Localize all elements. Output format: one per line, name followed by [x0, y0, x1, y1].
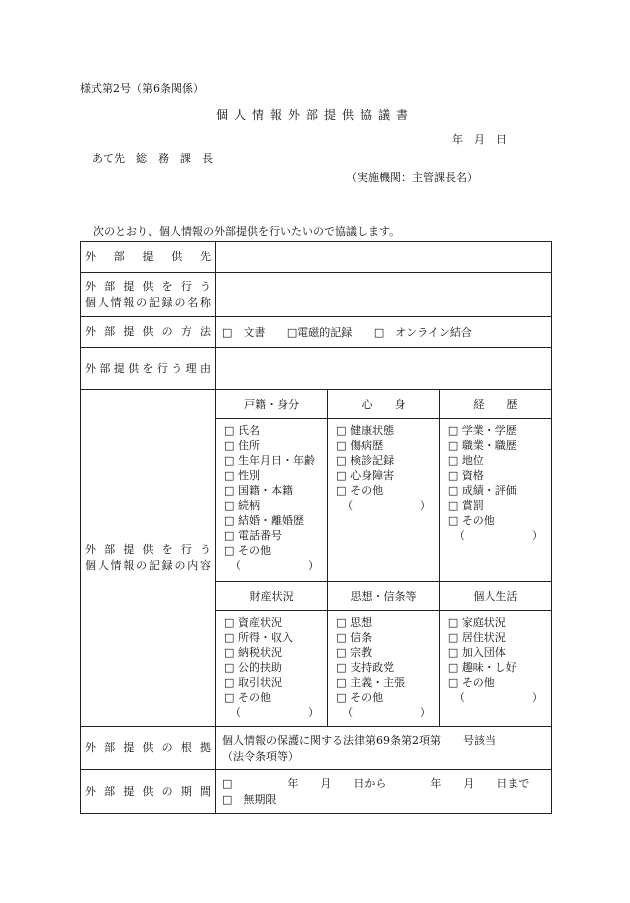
- period-field: [216, 770, 552, 814]
- content-label-line2: 個人情報の記録の内容: [85, 559, 211, 572]
- checkbox-item[interactable]: [224, 423, 327, 438]
- checkbox-item[interactable]: [336, 468, 439, 483]
- record-name-label-line2: 個人情報の記録の名称: [85, 295, 211, 309]
- checkbox-item[interactable]: [336, 645, 439, 660]
- checkbox-label: その他: [350, 691, 384, 704]
- addressee: あて先 総 務 課 長: [92, 152, 213, 165]
- checkbox-icon[interactable]: □: [224, 514, 235, 527]
- other-details-field[interactable]: [448, 528, 551, 543]
- row-recipient: [81, 242, 552, 273]
- checkbox-icon[interactable]: □: [447, 469, 459, 482]
- checkbox-icon[interactable]: □: [224, 661, 235, 674]
- checkbox-item[interactable]: [224, 438, 327, 453]
- checkbox-label: その他: [238, 691, 271, 704]
- checkbox-label: 賞罰: [461, 499, 484, 512]
- checkbox-icon[interactable]: □: [336, 676, 347, 689]
- document-title: 個人情報外部提供協議書: [215, 108, 414, 122]
- checkbox-icon[interactable]: □: [447, 439, 459, 452]
- checkbox-icon[interactable]: □: [336, 439, 347, 452]
- checkbox-item[interactable]: [224, 498, 327, 513]
- checkbox-label: 傷病歴: [350, 439, 384, 452]
- category-items-family: [216, 419, 328, 582]
- checkbox-item[interactable]: [224, 483, 327, 498]
- category-header-career: 経 歴: [439, 390, 551, 419]
- checkbox-label: 資産状況: [238, 616, 282, 629]
- checkbox-icon[interactable]: □: [224, 484, 235, 497]
- method-option-document[interactable]: □ 文書: [222, 326, 266, 339]
- checkbox-label: 思想: [350, 616, 373, 629]
- checkbox-item[interactable]: [336, 660, 439, 675]
- checkbox-item[interactable]: [336, 438, 439, 453]
- checkbox-label: 主義・主張: [350, 676, 406, 689]
- checkbox-item[interactable]: [224, 528, 327, 543]
- checkbox-icon[interactable]: □: [447, 454, 459, 467]
- checkbox-icon[interactable]: □: [224, 424, 235, 437]
- other-details-field[interactable]: [224, 558, 327, 573]
- checkbox-label: 結婚・離婚歴: [238, 514, 304, 527]
- checkbox-icon[interactable]: □: [224, 529, 235, 542]
- period-range-option[interactable]: □ 年 月 日から 年 月 日まで: [222, 776, 530, 790]
- checkbox-icon[interactable]: □: [224, 676, 235, 689]
- checkbox-icon[interactable]: □: [224, 544, 235, 557]
- checkbox-item[interactable]: [448, 645, 551, 660]
- method-option-online[interactable]: □ オンライン結合: [373, 326, 472, 339]
- checkbox-icon[interactable]: □: [224, 499, 235, 512]
- checkbox-label: 成績・評価: [461, 484, 517, 497]
- category-items-personal-life: [439, 611, 551, 727]
- record-name-label: [81, 273, 216, 317]
- checkbox-label: 加入団体: [461, 646, 506, 659]
- consultation-form-table: [80, 241, 552, 814]
- checkbox-label: 心身障害: [350, 469, 395, 482]
- checkbox-icon[interactable]: □: [336, 424, 347, 437]
- paren-open: （: [453, 529, 465, 542]
- category-header-family: 戸籍・身分: [216, 390, 328, 419]
- checkbox-item[interactable]: [336, 483, 439, 498]
- category-header-property: 財産状況: [216, 582, 328, 611]
- content-grid: [216, 390, 552, 727]
- checkbox-label: その他: [461, 676, 495, 689]
- paren-close: ）: [308, 706, 320, 719]
- checkbox-item[interactable]: [448, 498, 551, 513]
- checkbox-label: 公的扶助: [238, 661, 282, 674]
- checkbox-item[interactable]: [336, 690, 439, 705]
- checkbox-icon[interactable]: □: [336, 646, 347, 659]
- basis-line-2: （法令条項等）: [222, 750, 299, 763]
- content-label: [81, 390, 216, 727]
- paren-open: （: [453, 691, 465, 704]
- paren-close: ）: [419, 706, 431, 719]
- period-label: 外部提供の期間: [81, 770, 216, 814]
- checkbox-label: 学業・学歴: [461, 424, 517, 437]
- checkbox-item[interactable]: [224, 543, 327, 558]
- checkbox-label: 国籍・本籍: [238, 484, 293, 497]
- checkbox-icon[interactable]: □: [224, 631, 235, 644]
- checkbox-item[interactable]: [224, 513, 327, 528]
- other-details-field[interactable]: [336, 498, 439, 513]
- method-options: [216, 317, 552, 348]
- paren-open: （: [230, 706, 241, 719]
- checkbox-label: 趣味・し好: [461, 661, 517, 674]
- checkbox-label: 信条: [350, 631, 373, 644]
- paren-close: ）: [308, 559, 320, 572]
- category-items-property: [216, 611, 328, 727]
- checkbox-icon[interactable]: □: [336, 484, 347, 497]
- paren-close: ）: [532, 691, 543, 704]
- reason-field[interactable]: [216, 348, 552, 390]
- basis-label: 外部提供の根拠: [81, 727, 216, 770]
- date-line: 年 月 日: [452, 133, 507, 146]
- checkbox-icon[interactable]: □: [447, 499, 459, 512]
- checkbox-item[interactable]: [448, 453, 551, 468]
- row-method: [81, 317, 552, 348]
- checkbox-item[interactable]: [224, 615, 327, 630]
- category-items-career: [439, 419, 551, 582]
- method-label: 外部提供の方法: [81, 317, 216, 348]
- checkbox-item[interactable]: [224, 675, 327, 690]
- checkbox-icon[interactable]: □: [224, 691, 235, 704]
- record-name-label-line1: 外部提供を行う: [85, 279, 211, 293]
- checkbox-label: 氏名: [238, 424, 260, 437]
- other-details-field[interactable]: [224, 705, 327, 720]
- recipient-field[interactable]: [216, 242, 552, 273]
- checkbox-item[interactable]: [448, 630, 551, 645]
- row-reason: [81, 348, 552, 390]
- basis-line-1: 個人情報の保護に関する法律第69条第2項第 号該当: [222, 734, 496, 747]
- implementing-agency: （実施機関：主管課長名）: [346, 171, 478, 184]
- category-header-personal-life: 個人生活: [439, 582, 551, 611]
- paren-close: ）: [419, 499, 431, 512]
- checkbox-item[interactable]: [448, 438, 551, 453]
- content-label-line1: 外部提供を行う: [85, 543, 211, 556]
- checkbox-label: その他: [461, 514, 495, 527]
- checkbox-item[interactable]: [224, 660, 327, 675]
- checkbox-label: 検診記録: [350, 454, 395, 467]
- checkbox-icon[interactable]: □: [447, 646, 459, 659]
- checkbox-item[interactable]: [224, 690, 327, 705]
- checkbox-item[interactable]: [448, 675, 551, 690]
- checkbox-label: 宗教: [350, 646, 373, 659]
- paren-open: （: [342, 706, 354, 719]
- paren-open: （: [342, 499, 354, 512]
- checkbox-icon[interactable]: □: [336, 616, 347, 629]
- checkbox-label: 資格: [461, 469, 484, 482]
- checkbox-icon[interactable]: □: [336, 454, 347, 467]
- checkbox-item[interactable]: [336, 675, 439, 690]
- checkbox-item[interactable]: [224, 468, 327, 483]
- checkbox-icon[interactable]: □: [336, 469, 347, 482]
- checkbox-item[interactable]: [336, 453, 439, 468]
- checkbox-label: 続柄: [238, 499, 260, 512]
- checkbox-icon[interactable]: □: [447, 484, 459, 497]
- row-content: [81, 390, 552, 727]
- checkbox-icon[interactable]: □: [447, 631, 459, 644]
- checkbox-icon[interactable]: □: [447, 616, 459, 629]
- recipient-label: 外部提供先: [81, 242, 216, 273]
- checkbox-icon[interactable]: □: [336, 691, 347, 704]
- checkbox-label: その他: [350, 484, 384, 497]
- paren-close: ）: [532, 529, 543, 542]
- checkbox-label: その他: [238, 544, 271, 557]
- checkbox-icon[interactable]: □: [336, 661, 347, 674]
- checkbox-icon[interactable]: □: [336, 631, 347, 644]
- checkbox-icon[interactable]: □: [447, 514, 459, 527]
- period-indefinite-option[interactable]: □ 無期限: [222, 792, 277, 806]
- checkbox-label: 居住状況: [461, 631, 506, 644]
- intro-text: 次のとおり、個人情報の外部提供を行いたいので協議します。: [93, 225, 401, 238]
- checkbox-icon[interactable]: □: [224, 646, 235, 659]
- other-details-field[interactable]: [336, 705, 439, 720]
- checkbox-label: 生年月日・年齢: [238, 454, 315, 467]
- checkbox-label: 健康状態: [350, 424, 395, 437]
- other-details-field[interactable]: [448, 690, 551, 705]
- checkbox-item[interactable]: [224, 645, 327, 660]
- checkbox-label: 支持政党: [350, 661, 395, 674]
- checkbox-icon[interactable]: □: [447, 661, 459, 674]
- method-option-electromagnetic[interactable]: □電磁的記録: [286, 326, 353, 339]
- row-record-name: [81, 273, 552, 317]
- checkbox-icon[interactable]: □: [447, 424, 459, 437]
- checkbox-label: 電話番号: [238, 529, 282, 542]
- checkbox-item[interactable]: [224, 453, 327, 468]
- checkbox-item[interactable]: [336, 423, 439, 438]
- checkbox-item[interactable]: [448, 468, 551, 483]
- checkbox-label: 職業・職歴: [461, 439, 517, 452]
- checkbox-label: 住所: [238, 439, 260, 452]
- reason-label: 外部提供を行う理由: [81, 348, 216, 390]
- checkbox-label: 性別: [238, 469, 260, 482]
- checkbox-item[interactable]: [448, 660, 551, 675]
- record-name-field[interactable]: [216, 273, 552, 317]
- checkbox-icon[interactable]: □: [224, 616, 235, 629]
- form-number: 様式第2号（第6条関係）: [80, 82, 204, 95]
- category-grid: [216, 390, 551, 726]
- checkbox-item[interactable]: [448, 423, 551, 438]
- category-items-beliefs: [328, 611, 440, 727]
- checkbox-icon[interactable]: □: [224, 469, 235, 482]
- checkbox-item[interactable]: [224, 630, 327, 645]
- row-basis: [81, 727, 552, 770]
- paren-open: （: [230, 559, 241, 572]
- category-header-beliefs: 思想・信条等: [328, 582, 440, 611]
- checkbox-icon[interactable]: □: [447, 676, 459, 689]
- basis-field[interactable]: [216, 727, 552, 770]
- checkbox-label: 納税状況: [238, 646, 282, 659]
- category-header-mind-body: 心 身: [328, 390, 440, 419]
- checkbox-item[interactable]: [448, 513, 551, 528]
- checkbox-item[interactable]: [448, 615, 551, 630]
- checkbox-icon[interactable]: □: [224, 454, 235, 467]
- checkbox-label: 家庭状況: [461, 616, 506, 629]
- checkbox-icon[interactable]: □: [224, 439, 235, 452]
- checkbox-item[interactable]: [336, 615, 439, 630]
- row-period: [81, 770, 552, 814]
- checkbox-item[interactable]: [336, 630, 439, 645]
- checkbox-label: 取引状況: [238, 676, 282, 689]
- checkbox-label: 所得・収入: [238, 631, 293, 644]
- checkbox-item[interactable]: [448, 483, 551, 498]
- category-items-mind-body: [328, 419, 440, 582]
- checkbox-label: 地位: [461, 454, 484, 467]
